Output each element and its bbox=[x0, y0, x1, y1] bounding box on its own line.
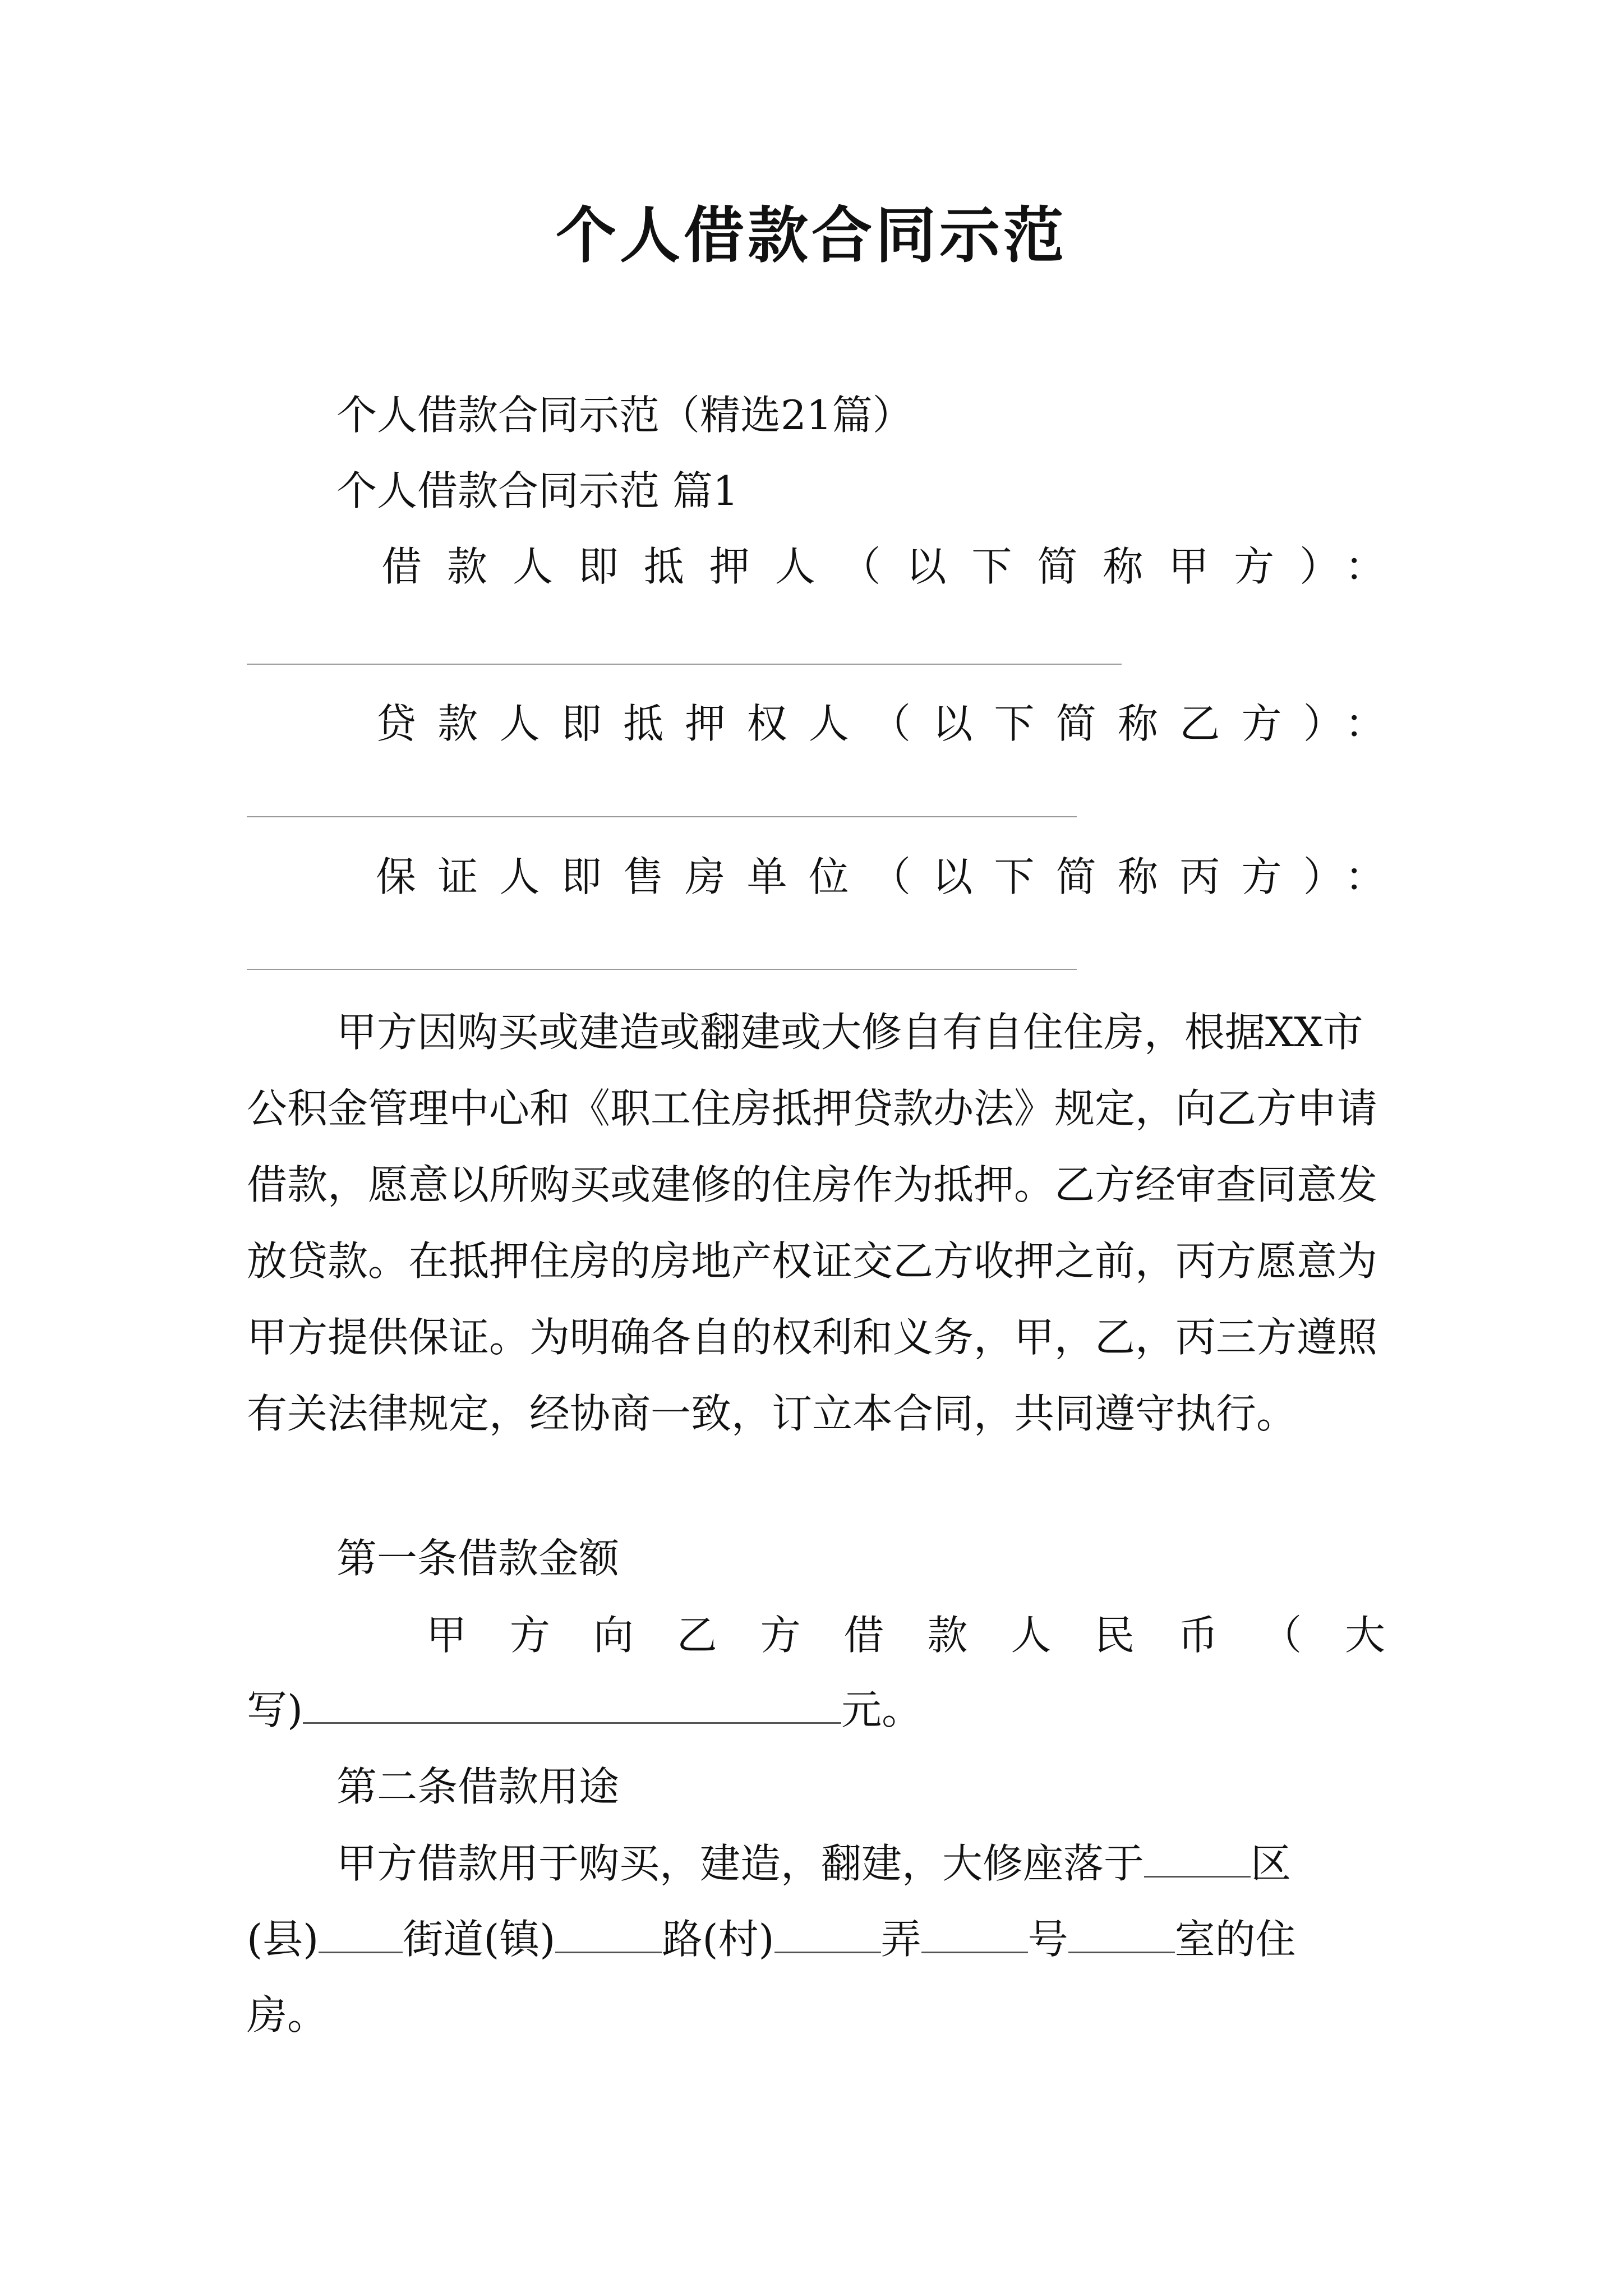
article2-part2: 区 bbox=[1251, 1840, 1292, 1887]
article1-line2 bbox=[247, 1682, 922, 1738]
party-b-label: 贷款人即抵押权人（以下简称乙方）： bbox=[376, 700, 1385, 747]
intro-paragraph-text: 甲方因购买或建造或翻建或大修自有自住住房，根据XX市公积金管理中心和《职工住房抵押贷款办法》规定，向乙方申请借款，愿意以所购买或建修的住房作为抵押。乙方经审查同意发放贷款。在抵押住房的房地产权证交乙方收押之前，丙方愿意为甲方提供保证。为明确各自的权利和义务，甲，乙，丙三方遵照有关法律规定，经协商一致，订立本合同，共同遵守执行。 bbox=[247, 1009, 1378, 1437]
article2-part7: 号 bbox=[1027, 1916, 1068, 1963]
article2-part4: 街道(镇) bbox=[403, 1916, 556, 1963]
article2-part8: 室的住 bbox=[1174, 1916, 1296, 1963]
party-c-blank-line bbox=[247, 969, 1077, 970]
party-b-blank-line bbox=[247, 816, 1077, 817]
document-subtitle: 个人借款合同示范（精选21篇） bbox=[336, 392, 913, 439]
article1-line1-text: 甲方向乙方借款人民币（大 bbox=[426, 1612, 1385, 1659]
intro-paragraph bbox=[247, 994, 1385, 1452]
article2-line3: 房。 bbox=[247, 1991, 328, 2039]
lane-blank bbox=[921, 1918, 1028, 1953]
article2-line1 bbox=[336, 1835, 1291, 1892]
document-title: 个人借款合同示范 bbox=[555, 200, 1067, 271]
party-c-label: 保证人即售房单位（以下简称丙方）： bbox=[376, 853, 1385, 900]
article2-title: 第二条借款用途 bbox=[336, 1763, 620, 1810]
section-heading: 个人借款合同示范 篇1 bbox=[336, 467, 739, 514]
article1-line2-suffix: 元。 bbox=[841, 1686, 923, 1733]
article1-title: 第一条借款金额 bbox=[336, 1535, 620, 1582]
article2-part6: 弄 bbox=[880, 1916, 921, 1963]
article2-part5: 路(村) bbox=[662, 1916, 774, 1963]
article1-line1 bbox=[247, 1607, 1385, 1663]
street-blank bbox=[555, 1918, 662, 1953]
road-blank bbox=[774, 1918, 881, 1953]
party-a-blank-line bbox=[247, 664, 1122, 665]
article2-line2 bbox=[247, 1911, 1296, 1967]
article2-part3: (县) bbox=[247, 1916, 319, 1963]
amount-blank bbox=[303, 1688, 841, 1724]
county-blank bbox=[319, 1918, 403, 1953]
district-blank bbox=[1144, 1842, 1251, 1878]
article2-part1: 甲方借款用于购买，建造，翻建，大修座落于 bbox=[336, 1840, 1145, 1887]
article1-line2-prefix: 写) bbox=[247, 1686, 303, 1733]
party-a-label: 借款人即抵押人（以下简称甲方）： bbox=[381, 543, 1385, 590]
number-blank bbox=[1068, 1918, 1175, 1953]
